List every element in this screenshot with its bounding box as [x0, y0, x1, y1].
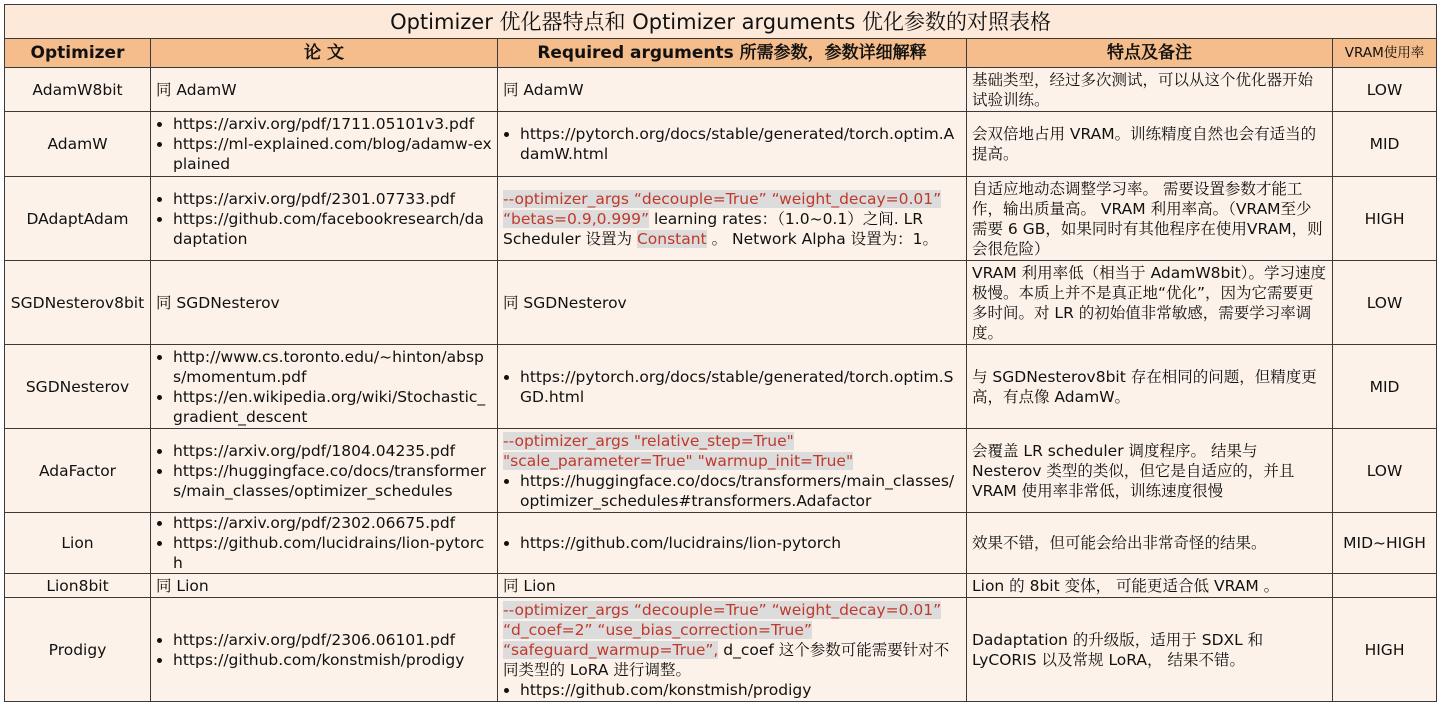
vram-cell: MID~HIGH [1333, 513, 1437, 574]
optimizer-name: SGDNesterov8bit [5, 261, 151, 345]
notes-cell: Dadaptation 的升级版，适用于 SDXL 和 LyCORIS 以及常规 LoRA， 结果不错。 [967, 598, 1333, 702]
paper-link[interactable]: • https://arxiv.org/pdf/2302.06675.pdf [173, 513, 492, 533]
paper-link[interactable]: • https://ml-explained.com/blog/adamw-explained [173, 134, 492, 174]
vram-cell: HIGH [1333, 177, 1437, 261]
paper-link[interactable]: • https://arxiv.org/pdf/2301.07733.pdf [173, 189, 492, 209]
notes-cell: 自适应地动态调整学习率。 需要设置参数才能工作，输出质量高。 VRAM 利用率高。（VRAM至少需要 6 GB，如果同时有其他程序在使用VRAM，则会很危险） [967, 177, 1333, 261]
args-cell: 同 Lion [498, 574, 967, 598]
paper-cell [151, 177, 498, 261]
args-link[interactable]: • https://github.com/lucidrains/lion-pytorch [520, 533, 961, 553]
vram-cell: HIGH [1333, 598, 1437, 702]
optimizer-name: SGDNesterov [5, 345, 151, 429]
paper-link[interactable]: • https://huggingface.co/docs/transformers/main_classes/optimizer_schedules [173, 461, 492, 501]
optimizer-name: AdamW [5, 112, 151, 177]
table-title: Optimizer 优化器特点和 Optimizer arguments 优化参数的对照表格 [5, 5, 1437, 39]
paper-link[interactable]: • https://en.wikipedia.org/wiki/Stochastic_gradient_descent [173, 387, 492, 427]
vram-cell: LOW [1333, 68, 1437, 112]
table-row [5, 513, 1437, 574]
notes-cell: 基础类型，经过多次测试，可以从这个优化器开始试验训练。 [967, 68, 1333, 112]
args-link[interactable]: • https://pytorch.org/docs/stable/generated/torch.optim.SGD.html [520, 367, 961, 407]
paper-cell [151, 112, 498, 177]
header-args: Required arguments 所需参数，参数详细解释 [498, 39, 967, 68]
optimizer-name: AdamW8bit [5, 68, 151, 112]
args-code-constant: Constant [636, 229, 707, 248]
notes-cell: 会双倍地占用 VRAM。训练精度自然也会有适当的提高。 [967, 112, 1333, 177]
table-row [5, 429, 1437, 513]
table-row [5, 574, 1437, 598]
table-row [5, 177, 1437, 261]
notes-cell: 与 SGDNesterov8bit 存在相同的问题，但精度更高，有点像 AdamW。 [967, 345, 1333, 429]
table-row [5, 112, 1437, 177]
optimizer-name: DAdaptAdam [5, 177, 151, 261]
optimizer-name: Lion [5, 513, 151, 574]
vram-cell: MID [1333, 112, 1437, 177]
table-row [5, 598, 1437, 702]
args-code: --optimizer_args "relative_step=True" "scale_parameter=True" "warmup_init=True" [503, 431, 854, 470]
args-code: --optimizer_args “decouple=True” “weight_decay=0.01” “d_coef=2” “use_bias_correction=True” “safeguard_warmup=True”, [503, 600, 942, 659]
args-cell [498, 177, 967, 261]
notes-cell: Lion 的 8bit 变体， 可能更适合低 VRAM 。 [967, 574, 1333, 598]
args-cell [498, 513, 967, 574]
comparison-sheet [4, 4, 1436, 702]
paper-cell [151, 429, 498, 513]
vram-cell: LOW [1333, 429, 1437, 513]
notes-cell: VRAM 利用率低（相当于 AdamW8bit）。学习速度极慢。本质上并不是真正地“优化”，因为它需要更多时间。对 LR 的初始值非常敏感，需要学习率调度。 [967, 261, 1333, 345]
paper-link[interactable]: • https://github.com/facebookresearch/dadaptation [173, 209, 492, 249]
args-cell: 同 AdamW [498, 68, 967, 112]
paper-cell: 同 Lion [151, 574, 498, 598]
header-paper: 论 文 [151, 39, 498, 68]
header-notes: 特点及备注 [967, 39, 1333, 68]
paper-cell: 同 SGDNesterov [151, 261, 498, 345]
header-optimizer: Optimizer [5, 39, 151, 68]
optimizer-name: Lion8bit [5, 574, 151, 598]
paper-cell [151, 345, 498, 429]
paper-cell [151, 513, 498, 574]
args-text: learning rates：（1.0~0.1）之间. LR Scheduler 设置为 [503, 209, 923, 248]
args-text: 。 Network Alpha 设置为：1。 [706, 229, 938, 248]
args-link[interactable]: • https://github.com/konstmish/prodigy [520, 680, 961, 700]
optimizer-name: AdaFactor [5, 429, 151, 513]
args-cell [498, 345, 967, 429]
args-text: d_coef 这个参数可能需要针对不同类型的 LoRA 进行调整。 [503, 640, 950, 679]
vram-cell: LOW [1333, 261, 1437, 345]
paper-cell [151, 598, 498, 702]
args-cell [498, 429, 967, 513]
paper-link[interactable]: • https://arxiv.org/pdf/2306.06101.pdf [173, 630, 492, 650]
paper-link[interactable]: • https://arxiv.org/pdf/1804.04235.pdf [173, 441, 492, 461]
table-row [5, 345, 1437, 429]
optimizer-name: Prodigy [5, 598, 151, 702]
args-cell: 同 SGDNesterov [498, 261, 967, 345]
paper-cell: 同 AdamW [151, 68, 498, 112]
args-link[interactable]: • https://pytorch.org/docs/stable/generated/torch.optim.AdamW.html [520, 124, 961, 164]
paper-link[interactable]: • https://arxiv.org/pdf/1711.05101v3.pdf [173, 114, 492, 134]
vram-cell [1333, 574, 1437, 598]
header-vram: VRAM使用率 [1333, 39, 1437, 68]
args-cell [498, 598, 967, 702]
paper-link[interactable]: • https://github.com/konstmish/prodigy [173, 650, 492, 670]
paper-link[interactable]: • http://www.cs.toronto.edu/~hinton/absps/momentum.pdf [173, 347, 492, 387]
vram-cell: MID [1333, 345, 1437, 429]
paper-link[interactable]: • https://github.com/lucidrains/lion-pytorch [173, 533, 492, 573]
table-row [5, 68, 1437, 112]
notes-cell: 效果不错，但可能会给出非常奇怪的结果。 [967, 513, 1333, 574]
table-row [5, 261, 1437, 345]
notes-cell: 会覆盖 LR scheduler 调度程序。 结果与 Nesterov 类型的类似，但它是自适应的，并且 VRAM 使用率非常低，训练速度很慢 [967, 429, 1333, 513]
args-cell [498, 112, 967, 177]
args-code: --optimizer_args “decouple=True” “weight_decay=0.01” “betas=0.9,0.999” [503, 189, 942, 228]
args-link[interactable]: • https://huggingface.co/docs/transformers/main_classes/optimizer_schedules#transformers.Adafactor [520, 471, 961, 511]
optimizer-table [4, 4, 1437, 702]
